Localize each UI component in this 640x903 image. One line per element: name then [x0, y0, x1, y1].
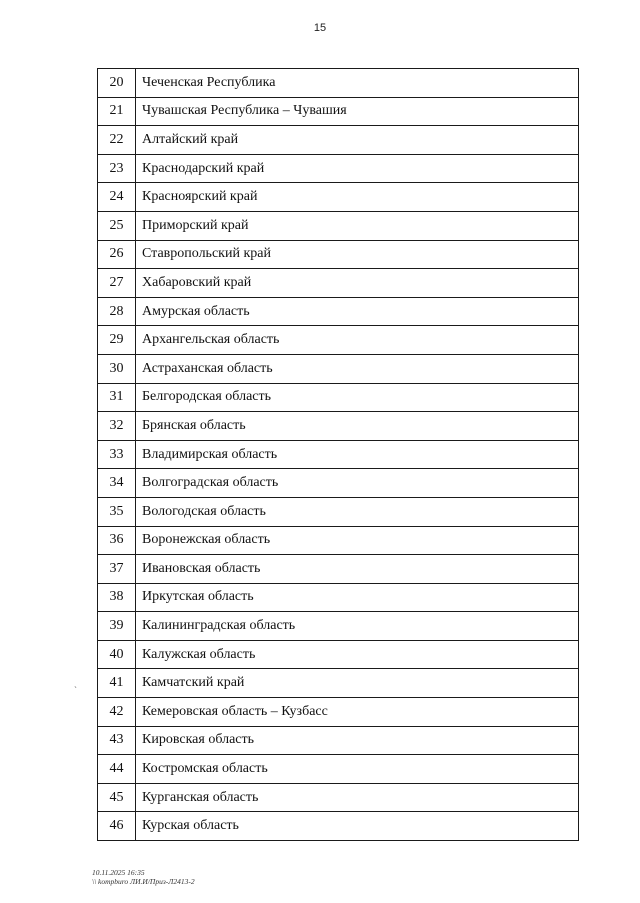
table-row: [98, 726, 579, 755]
table-row: [98, 383, 579, 412]
table-row: [98, 240, 579, 269]
row-number: 31: [98, 383, 136, 412]
region-name: Калужская область: [136, 640, 579, 669]
region-name: Иркутская область: [136, 583, 579, 612]
row-number: 27: [98, 269, 136, 298]
table-row: [98, 612, 579, 641]
row-number: 39: [98, 612, 136, 641]
table-row: [98, 783, 579, 812]
table-row: [98, 297, 579, 326]
row-number: 34: [98, 469, 136, 498]
table-row: [98, 154, 579, 183]
table-row: [98, 354, 579, 383]
region-name: Архангельская область: [136, 326, 579, 355]
row-number: 41: [98, 669, 136, 698]
table-row: [98, 526, 579, 555]
row-number: 36: [98, 526, 136, 555]
document-footer: [92, 868, 195, 886]
table-row: [98, 269, 579, 298]
table-row: [98, 469, 579, 498]
regions-table: [97, 68, 579, 841]
row-number: 25: [98, 211, 136, 240]
row-number: 20: [98, 69, 136, 98]
region-name: Вологодская область: [136, 497, 579, 526]
row-number: 30: [98, 354, 136, 383]
row-number: 44: [98, 755, 136, 784]
region-name: Кемеровская область – Кузбасс: [136, 698, 579, 727]
region-name: Волгоградская область: [136, 469, 579, 498]
footer-timestamp: 10.11.2025 16:35: [92, 868, 145, 877]
table-row: [98, 412, 579, 441]
table-row: [98, 183, 579, 212]
table-row: [98, 583, 579, 612]
table-row: [98, 669, 579, 698]
footer-file-path: \\ kompburo ЛИ.И/Приз-Л2413-2: [92, 877, 195, 886]
region-name: Ставропольский край: [136, 240, 579, 269]
table-row: [98, 812, 579, 841]
table-row: [98, 698, 579, 727]
region-name: Владимирская область: [136, 440, 579, 469]
row-number: 33: [98, 440, 136, 469]
region-name: Калининградская область: [136, 612, 579, 641]
table-row: [98, 97, 579, 126]
region-name: Кировская область: [136, 726, 579, 755]
region-name: Красноярский край: [136, 183, 579, 212]
region-name: Алтайский край: [136, 126, 579, 155]
row-number: 46: [98, 812, 136, 841]
region-name: Ивановская область: [136, 555, 579, 584]
row-number: 29: [98, 326, 136, 355]
region-name: Воронежская область: [136, 526, 579, 555]
row-number: 43: [98, 726, 136, 755]
row-number: 28: [98, 297, 136, 326]
table-row: [98, 640, 579, 669]
row-number: 22: [98, 126, 136, 155]
row-number: 32: [98, 412, 136, 441]
region-name: Амурская область: [136, 297, 579, 326]
row-number: 45: [98, 783, 136, 812]
row-number: 37: [98, 555, 136, 584]
region-name: Костромская область: [136, 755, 579, 784]
table-row: [98, 126, 579, 155]
row-number: 35: [98, 497, 136, 526]
row-number: 38: [98, 583, 136, 612]
region-name: Астраханская область: [136, 354, 579, 383]
stray-mark: `: [74, 685, 77, 695]
table-row: [98, 326, 579, 355]
region-name: Белгородская область: [136, 383, 579, 412]
region-name: Курганская область: [136, 783, 579, 812]
row-number: 23: [98, 154, 136, 183]
row-number: 24: [98, 183, 136, 212]
region-name: Краснодарский край: [136, 154, 579, 183]
region-name: Брянская область: [136, 412, 579, 441]
region-name: Курская область: [136, 812, 579, 841]
table-row: [98, 497, 579, 526]
region-name: Хабаровский край: [136, 269, 579, 298]
row-number: 40: [98, 640, 136, 669]
row-number: 21: [98, 97, 136, 126]
table-row: [98, 69, 579, 98]
page-number: 15: [313, 22, 327, 34]
table-row: [98, 555, 579, 584]
row-number: 42: [98, 698, 136, 727]
row-number: 26: [98, 240, 136, 269]
table-row: [98, 211, 579, 240]
table-row: [98, 755, 579, 784]
region-name: Чеченская Республика: [136, 69, 579, 98]
region-name: Приморский край: [136, 211, 579, 240]
table-row: [98, 440, 579, 469]
region-name: Камчатский край: [136, 669, 579, 698]
region-name: Чувашская Республика – Чувашия: [136, 97, 579, 126]
regions-table-body: [98, 69, 579, 841]
